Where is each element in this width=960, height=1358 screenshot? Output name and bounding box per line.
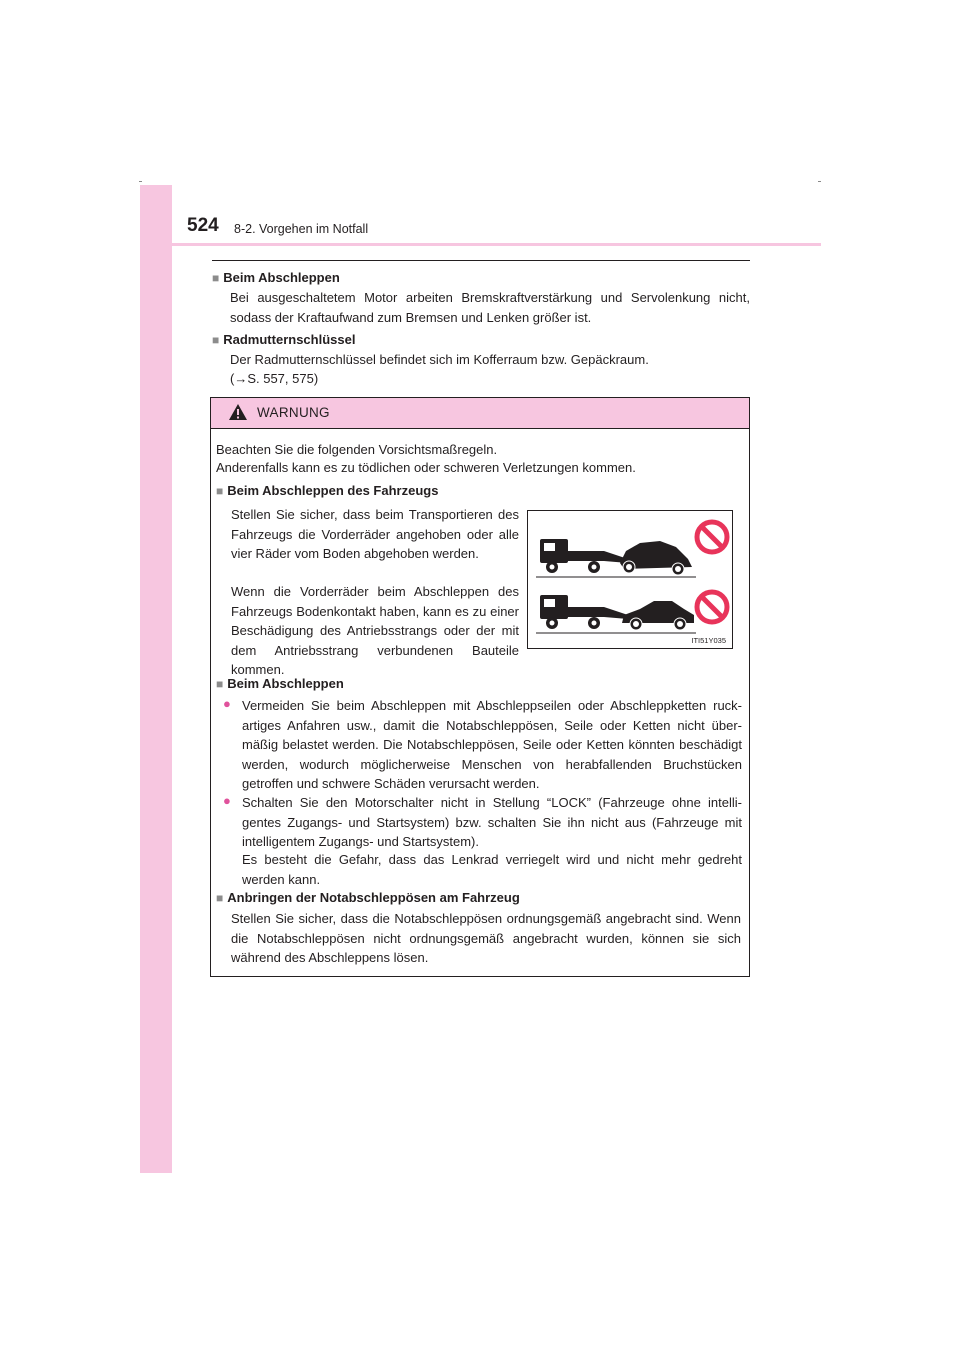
- note-heading: [212, 268, 340, 288]
- warning-triangle-icon: [228, 403, 248, 421]
- car-icon: [622, 601, 694, 630]
- note-heading: [212, 330, 355, 350]
- note-title: Beim Abschleppen: [223, 270, 340, 285]
- warning-title: WARNUNG: [257, 405, 330, 420]
- towing-illustration: [527, 510, 733, 649]
- warning-intro: Anderenfalls kann es zu tödlichen oder schweren Verletzungen kommen.: [216, 460, 636, 475]
- section-title: 8-2. Vorgehen im Notfall: [234, 222, 369, 236]
- warning-bullet-text: Vermeiden Sie beim Abschleppen mit Abschleppseilen oder Abschleppketten ruck-artiges Anfahren usw., damit die Notabschleppösen, Seile oder Ketten nicht über-mäßig belastet werden. Die Notabschleppösen, Seile oder Ketten könnten beschädigt werden, wodurch möglicherweise Menschen von herabfallenden Bruchstücken getroffen und schwere Schäden verursacht werden.: [242, 698, 742, 791]
- warning-subheading: [216, 481, 438, 502]
- square-bullet-icon: ■: [216, 677, 224, 691]
- subheading-text: Anbringen der Notabschleppösen am Fahrzeug: [227, 890, 520, 905]
- tow-truck-icon: [540, 595, 628, 629]
- warning-bullet-text: Schalten Sie den Motorschalter nicht in Stellung “LOCK” (Fahrzeuge ohne intelli-gentes Zugangs- und Startsystem) bzw. schalten Sie ihn nicht aus (Fahrzeuge mit intelligentem Zugangs- und Startsystem).: [242, 795, 742, 849]
- square-bullet-icon: ■: [212, 333, 220, 347]
- subheading-text: Beim Abschleppen: [227, 676, 344, 691]
- prohibition-icon: [697, 592, 727, 622]
- subheading-text: Beim Abschleppen des Fahrzeugs: [227, 483, 439, 498]
- crop-mark: [139, 181, 142, 182]
- header-rule: [140, 243, 821, 246]
- warning-header: [211, 398, 749, 429]
- warning-box: [210, 397, 750, 977]
- section-divider: [212, 260, 750, 261]
- note-text: Bei ausgeschaltetem Motor arbeiten Bremskraftverstärkung und Servolenkung nicht, sodass der Kraftaufwand zum Bremsen und Lenken größer ist.: [230, 290, 750, 325]
- warning-bullet-continuation: Es besteht die Gefahr, dass das Lenkrad verriegelt wird und nicht mehr gedreht werden kann.: [242, 852, 742, 887]
- circle-bullet-icon: ●: [223, 793, 231, 808]
- page-reference: (→S. 557, 575): [230, 371, 319, 386]
- tow-truck-icon: [540, 539, 628, 573]
- warning-paragraph: Stellen Sie sicher, dass beim Transportieren des Fahrzeugs die Vorderräder angehoben oder alle vier Räder vom Boden abgehoben werden.: [231, 507, 519, 561]
- note-text: Der Radmutternschlüssel befindet sich im Kofferraum bzw. Gepäckraum.: [230, 352, 649, 367]
- car-icon: [620, 541, 692, 575]
- illustration-code: ITI51Y035: [691, 636, 726, 645]
- square-bullet-icon: ■: [212, 271, 220, 285]
- prohibition-icon: [697, 522, 727, 552]
- square-bullet-icon: ■: [216, 891, 224, 905]
- warning-subheading: [216, 674, 344, 695]
- side-color-strip: [140, 185, 172, 1173]
- towing-diagram: [528, 511, 732, 648]
- note-title: Radmutternschlüssel: [223, 332, 356, 347]
- square-bullet-icon: ■: [216, 484, 224, 498]
- page-number: 524: [187, 215, 219, 236]
- warning-paragraph: Wenn die Vorderräder beim Abschleppen des Fahrzeugs Bodenkontakt haben, kann es zu einer Beschädigung des Antriebsstrangs oder der mit dem Antriebsstrang verbundenen Bauteile kommen.: [231, 584, 519, 677]
- warning-subheading: [216, 888, 520, 909]
- warning-paragraph: Stellen Sie sicher, dass die Notabschleppösen ordnungsgemäß angebracht sind. Wenn die Notabschleppösen nicht ordnungsgemäß angebracht wurden, können sie sich während des Abschleppens lösen.: [231, 911, 741, 965]
- circle-bullet-icon: ●: [223, 696, 231, 711]
- crop-mark: [818, 181, 821, 182]
- warning-intro: Beachten Sie die folgenden Vorsichtsmaßregeln.: [216, 442, 498, 457]
